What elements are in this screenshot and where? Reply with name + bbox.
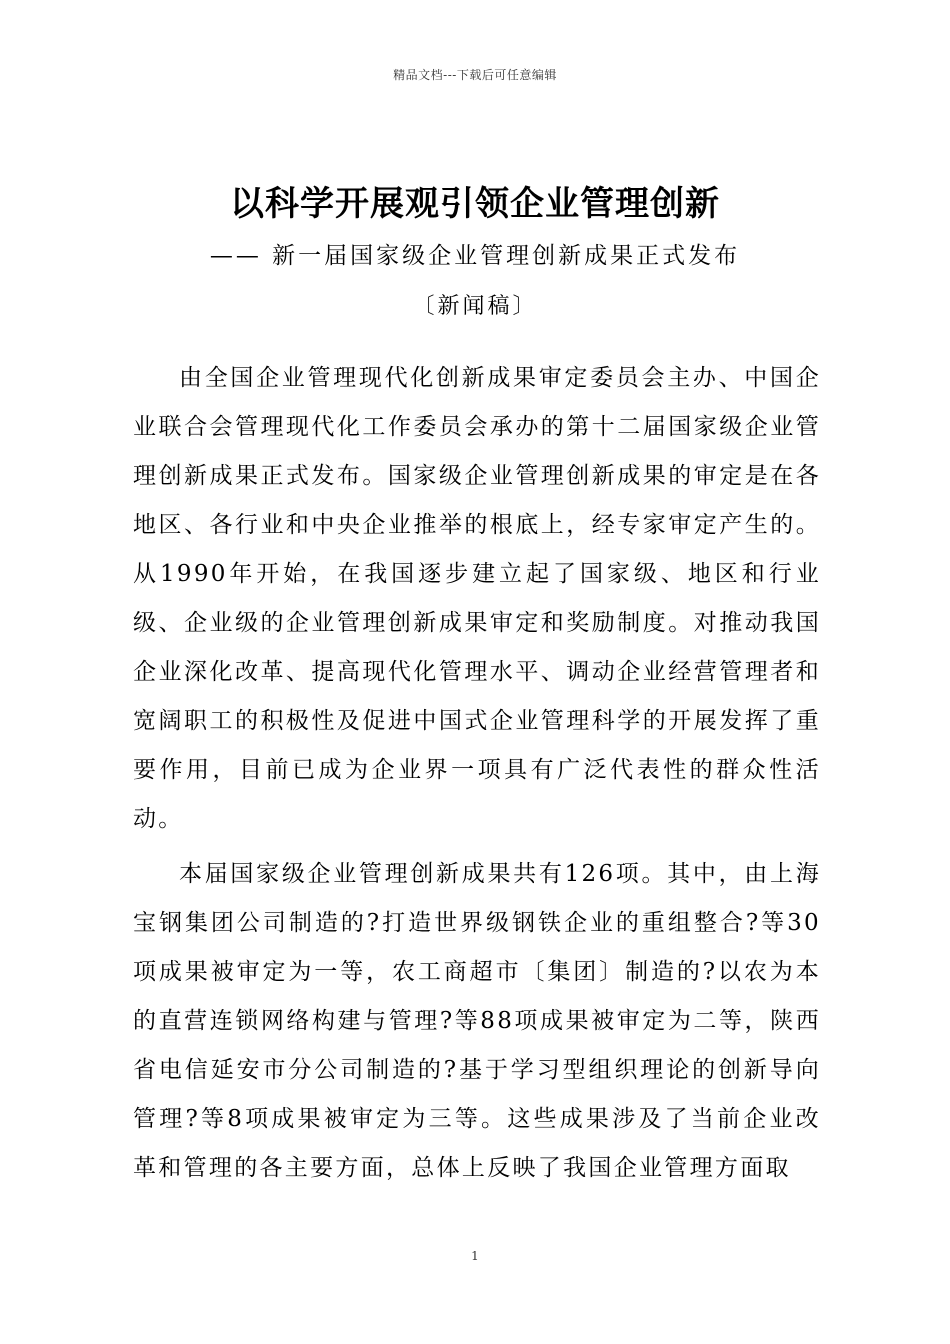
- document-title: 以科学开展观引领企业管理创新: [230, 184, 720, 224]
- document-body: [133, 354, 821, 1199]
- document-subtitle: —— 新一届国家级企业管理创新成果正式发布: [209, 243, 741, 269]
- document-type-tag: 〔新闻稿〕: [412, 294, 538, 319]
- header-note: 精品文档---下载后可任意编辑: [393, 68, 557, 82]
- paragraph-2: 本届国家级企业管理创新成果共有126项。其中，由上海宝钢集团公司制造的?打造世界级钢铁企业的重组整合?等30项成果被审定为一等，农工商超市〔集团〕制造的?以农为本的直营连锁网络构建与管理?等88项成果被审定为二等，陕西省电信延安市分公司制造的?基于学习型组织理论的创新导向管理?等8项成果被审定为三等。这些成果涉及了当前企业改革和管理的各主要方面，总体上反映了我国企业管理方面取: [133, 861, 821, 1181]
- paragraph-1: 由全国企业管理现代化创新成果审定委员会主办、中国企业联合会管理现代化工作委员会承办的第十二届国家级企业管理创新成果正式发布。国家级企业管理创新成果的审定是在各地区、各行业和中央企业推举的根底上，经专家审定产生的。从1990年开始，在我国逐步建立起了国家级、地区和行业级、企业级的企业管理创新成果审定和奖励制度。对推动我国企业深化改革、提高现代化管理水平、调动企业经营管理者和宽阔职工的积极性及促进中国式企业管理科学的开展发挥了重要作用，目前已成为企业界一项具有广泛代表性的群众性活动。: [133, 365, 821, 832]
- page-number: 1: [471, 1249, 479, 1263]
